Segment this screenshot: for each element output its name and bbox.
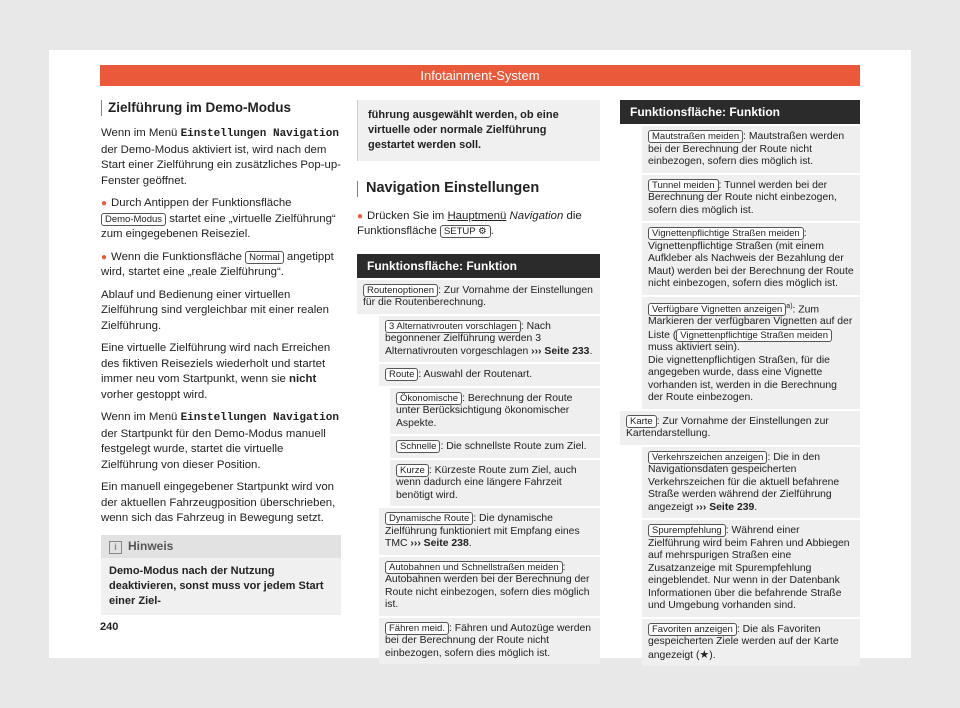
bullet-item: ● Drücken Sie im Hauptmenü Navigation die Funktionsfläche SETUP ⚙ . xyxy=(357,209,582,237)
section-heading-navigation-settings: Navigation Einstellungen xyxy=(357,181,600,197)
section-heading-demo-mode: Zielführung im Demo-Modus xyxy=(101,100,341,116)
hint-box xyxy=(101,535,341,616)
table-row: Tunnel meiden : Tunnel werden bei der Berechnung der Route nicht einbezogen, sofern dies möglich ist. xyxy=(642,175,860,222)
page-number: 240 xyxy=(100,621,119,633)
hint-continuation: führung ausgewählt werden, ob eine virtuelle oder normale Zielführung gestartet werden soll. xyxy=(357,100,600,161)
left-column xyxy=(101,100,341,615)
setup-button-label: SETUP ⚙ xyxy=(440,225,491,238)
table-row: Verfügbare Vignetten anzeigen $^{a)}$: Zum Markieren der verfügbaren Vignetten auf der Liste ( Vignettenpflichtige Straßen meiden muss aktiviert sein). Die vignettenpflichtigen Straßen, für die angegeben wurde, dass eine Vignette vorhanden ist, werden in die Berechnung der Route einbezogen. xyxy=(642,297,860,409)
table-row: Fähren meid. : Fähren und Autozüge werden bei der Berechnung der Route nicht einbezogen, sofern dies möglich ist. xyxy=(379,618,600,665)
table-header: Funktionsfläche: Funktion xyxy=(620,100,860,124)
right-column xyxy=(620,100,860,666)
hint-text: Demo-Modus nach der Nutzung deaktivieren, sonst muss vor jedem Start einer Ziel- xyxy=(109,565,324,607)
demo-mode-button-label: Demo-Modus xyxy=(101,213,166,226)
chapter-banner: Infotainment-System xyxy=(100,65,860,86)
bullet-item: ● Wenn die Funktionsfläche Normal angetippt wird, startet eine „reale Zielführung“. xyxy=(101,250,334,278)
table-row: Spurempfehlung : Während einer Zielführung wird beim Fahren und Abbiegen auf mehrspurigen Straßen eine Zusatzanzeige mit Spurempfehlung eingeblendet. Nur wenn in der Datenbank Informationen über die befahrende Straße und Umgebung vorhanden sind. xyxy=(642,520,860,617)
table-row: Karte : Zur Vornahme der Einstellungen zur Kartendarstellung. xyxy=(620,411,860,445)
bullet-icon: ● xyxy=(357,210,364,222)
page-reference: ››› Seite 238 xyxy=(410,538,469,549)
page-reference: ››› Seite 233 xyxy=(531,345,590,357)
bullet-icon: ● xyxy=(101,251,108,263)
table-row: 3 Alternativrouten vorschlagen : Nach begonnener Zielführung werden 3 Alternativrouten vorgeschlagen ››› Seite 233. xyxy=(379,316,600,363)
normal-button-label: Normal xyxy=(245,251,284,264)
info-icon: i xyxy=(109,541,122,554)
table-row: Dynamische Route : Die dynamische Zielführung funktioniert mit Empfang eines TMC ››› Seite 238. xyxy=(379,508,600,555)
menu-path: Einstellungen Navigation xyxy=(180,412,339,424)
middle-column xyxy=(357,100,600,664)
paragraph: Wenn im Menü Einstellungen Navigation der Demo-Modus aktiviert ist, wird nach dem Start einer Zielführung ein zusätzliches Pop-up-Fenster geöffnet. xyxy=(101,127,341,187)
bullet-icon: ● xyxy=(101,198,108,209)
table-row: Favoriten anzeigen : Die als Favoriten gespeicherten Ziele werden auf der Karte angezeigt (★). xyxy=(642,619,860,667)
table-row: Routenoptionen : Zur Vornahme der Einstellungen für die Routenberechnung. xyxy=(357,280,600,314)
menu-path: Einstellungen Navigation xyxy=(180,128,339,140)
paragraph: Wenn im Menü Einstellungen Navigation der Startpunkt für den Demo-Modus manuell festgelegt wurde, startet die virtuelle Zielführung von dieser Position. xyxy=(101,411,339,471)
paragraph: Ein manuell eingegebener Startpunkt wird von der aktuellen Fahrzeugposition überschrieben, wenn sich das Fahrzeug in Bewegung setzt. xyxy=(101,481,336,524)
table-row: Vignettenpflichtige Straßen meiden : Vignettenpflichtige Straßen (mit einem Aufkleber als Nachweis der Bezahlung der Maut) werden bei der Berechnung der Route nicht einbezogen, sofern dies möglich ist. xyxy=(642,223,860,295)
page-reference: ››› Seite 239 xyxy=(695,501,755,513)
hint-header: i Hinweis xyxy=(101,535,341,559)
table-row: Ökonomische : Berechnung der Route unter Berücksichtigung ökonomischer Aspekte. xyxy=(390,388,600,435)
bullet-item: ● Durch Antippen der Funktionsfläche Demo-Modus startet eine „virtuelle Zielführung“ zum eingegebenen Reiseziel. xyxy=(101,197,336,240)
paragraph: Ablauf und Bedienung einer virtuellen Zielführung sind vergleichbar mit einer realen Zielführung. xyxy=(101,288,329,332)
star-icon: ★ xyxy=(699,648,710,661)
table-row: Schnelle : Die schnellste Route zum Ziel. xyxy=(390,436,600,458)
table-row: Kurze : Kürzeste Route zum Ziel, auch wenn dadurch eine längere Fahrzeit benötigt wird. xyxy=(390,460,600,507)
table-header: Funktionsfläche: Funktion xyxy=(357,254,600,278)
table-row: Autobahnen und Schnellstraßen meiden : Autobahnen werden bei der Berechnung der Route nicht einbezogen, sofern dies möglich ist. xyxy=(379,557,600,616)
table-row: Mautstraßen meiden : Mautstraßen werden bei der Berechnung der Route nicht einbezogen, sofern dies möglich ist. xyxy=(642,126,860,173)
paragraph: Eine virtuelle Zielführung wird nach Erreichen des fiktiven Reiseziels wiederholt und startet immer neu vom Startpunkt, wenn sie nicht vorher gestoppt wird. xyxy=(101,342,331,401)
table-row: Route : Auswahl der Routenart. xyxy=(379,364,600,386)
table-row: Verkehrszeichen anzeigen : Die in den Navigationsdaten gespeicherten Verkehrszeichen für die aktuell befahrene Straße werden während der Zielführung angezeigt ››› Seite 239. xyxy=(642,447,860,519)
